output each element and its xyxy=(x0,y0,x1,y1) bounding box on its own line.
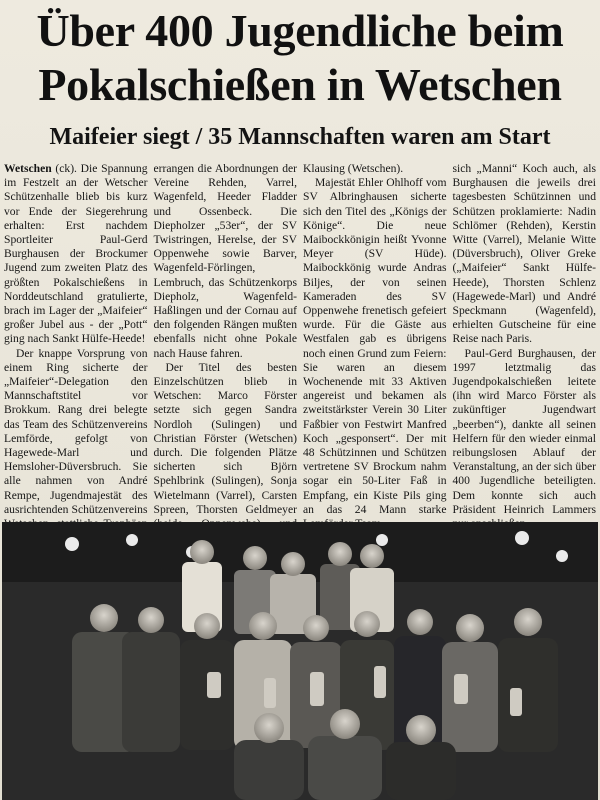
group-photo xyxy=(2,522,598,800)
article-paragraph: Paul-Gerd Burghausen, der 1997 letztmalig das Jugendpokalschießen leitete (ihn wird Marco Förster als zukünftiger Jugendwart „beerben“), dankte all seinen Helfern für den wieder einmal reibungslosen Ablauf der Veranstaltung, an der sich über 400 Jugendliche beteiligten. Dem konnte sich auch Präsident Heinrich Lammers xyxy=(452,346,596,516)
article-paragraph: Klausing (Wetschen). xyxy=(303,162,404,175)
headline-line-1: Über 400 Jugendliche beim xyxy=(36,5,564,56)
article-column-1 xyxy=(4,162,148,516)
headline-line-2: Pokalschießen in Wetschen xyxy=(38,59,562,110)
dateline: Wetschen xyxy=(4,162,52,175)
subheadline: Maifeier siegt / 35 Mannschaften waren am Start xyxy=(49,124,551,150)
article-paragraph: Majestät Ehler Ohlhoff vom SV Albringhausen sicherte sich den Titel des „Königs der Könige“. Die neue Maibockkönigin heißt Yvonne Meyer (SV Hüde). Maibockkönig wurde Andras Biljes, der von seinen Kameraden des SV Oppenwehe frenetisch gefeiert wurde. Für die Gäste aus Westfalen gab es übrigens noch einen Grund zum Feiern: Sie waren an diesem Wochenende mit 33 Aktiven angereist und bekamen als zweitstärkster Verein 30 Liter Faßbier von Festwirt Manfred Koch „gesponsert“. Der mit 48 Schützinnen und Schützen vertretene SV Brockum nahm sogar ein 50-Liter Faß in Empfang, ein Kiste Pils ging an das 24 Mann starke xyxy=(303,176,447,516)
article-column-3 xyxy=(303,162,447,516)
headline xyxy=(0,4,600,112)
article-paragraph: errangen die Abordnungen der Vereine Rehden, Varrel, Wagenfeld, Heeder Fladder und Ossenbeck. Die Diepholzer „53er“, der SV Twistringen, Herelse, der SV Oppenwehe sowie Barver, Wagenfeld-Förlingen, Lembruch, das Schützenkorps Diepholz, Wagenfeld-Haßlingen und der Cornau auf den folgenden Rängen mußten ebenfalls nicht ohne Pokale nach Hause fahren. xyxy=(153,162,297,360)
article-paragraph: Der Titel des besten Einzelschützen blieb in Wetschen: Marco Förster setzte sich gegen Sandra Nordloh (Sulingen) und Christian Förster (Wetschen) durch. Die folgenden Plätze sicherten sich Björn Spehlbrink (Sulingen), Sonja Wietelmann (Varrel), Carsten Spreen, Thorsten Geldmeyer xyxy=(153,360,297,516)
article-paragraph: Der knappe Vorsprung von einem Ring sicherte der „Maifeier“-Delegation den Mannschaftstitel vor Brokkum. Rang drei belegte das Team des Schützenvereins Lemförde, gefolgt von Hagewede-Marl und Hemsloher-Düversbruch. Sie alle nahmen von André Rempe, Jugendmajestät des ausrichtenden Schützenvereins xyxy=(4,346,148,516)
group-photo-icon xyxy=(2,522,598,800)
article-paragraph xyxy=(4,162,148,347)
article-paragraph: sich „Manni“ Koch auch, als Burghausen die jeweils drei tagesbesten Schützinnen und Schützen proklamierte: Nadin Schlömer (Rehden), Kerstin Witte (Varrel), Melanie Witte (Düversbruch), Oliver Greke („Maifeier“ Sankt Hülfe-Heede), Thorsten Schlenz (Hagewede-Marl) und André Speckmann (Wagenfeld), erhielten Gutscheine für eine Reise nach Paris. xyxy=(452,162,596,346)
article-column-4 xyxy=(452,162,597,516)
article-column-2 xyxy=(153,162,298,516)
paragraph-text: (ck). Die Spannung im Festzelt an der Wetscher Schützenhalle blieb bis kurz vor Ende der Siegerehrung erhalten: Erst nachdem Sportleiter Paul-Gerd Burghausen der Brockumer Jugend zum zweiten Platz des größten Pokalschießens in Norddeutschland gratulierte, brach im Lager der „Maifeier“ großer Jubel aus - der „Pott“ ging nach Sankt Hülfe-Heede! xyxy=(4,162,148,346)
article-body xyxy=(4,162,596,516)
